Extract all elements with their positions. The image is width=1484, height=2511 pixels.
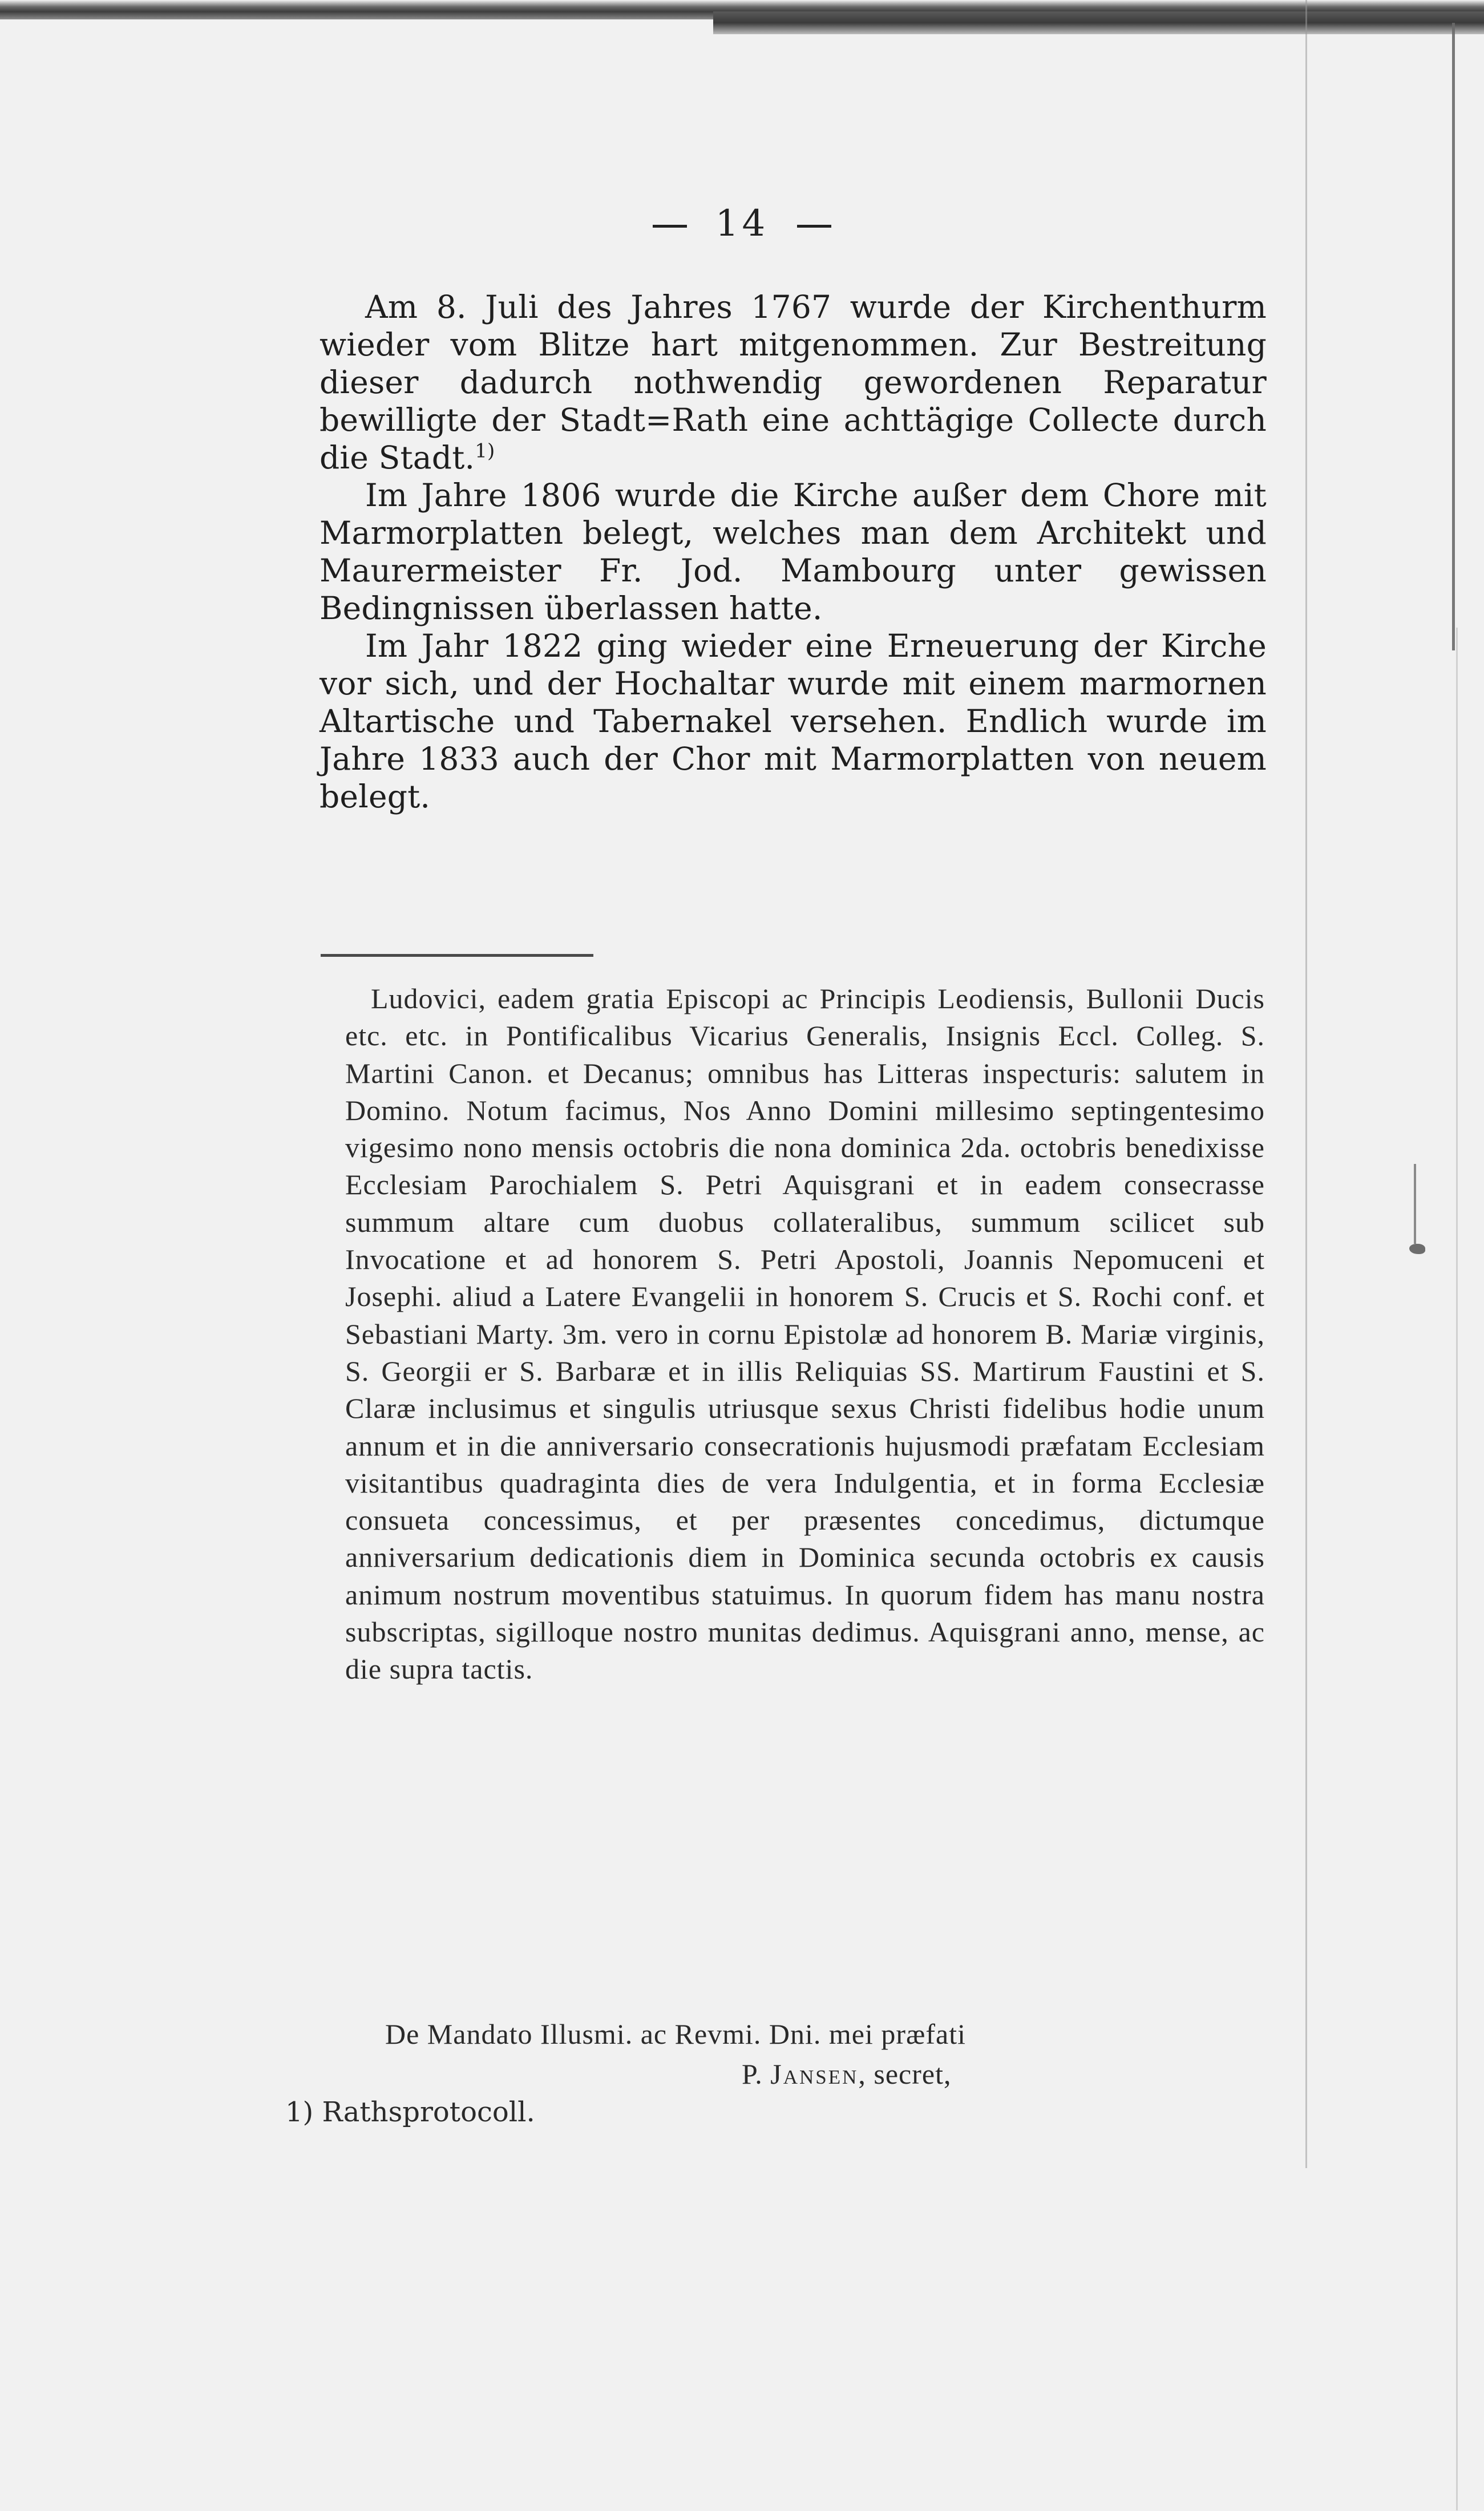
page-fold-line-lower (1456, 628, 1458, 2510)
page-number-value: 14 (715, 203, 769, 245)
ink-mark-icon (1409, 1244, 1425, 1254)
signer-name: Jansen (770, 2058, 859, 2090)
latin-document-block (345, 980, 1265, 1688)
footnote-separator-rule (321, 954, 593, 957)
ink-mark-stem (1414, 1164, 1416, 1244)
page-edge-line (1305, 0, 1307, 2168)
dash-left (653, 225, 687, 228)
paragraph-1-text: Am 8. Juli des Jahres 1767 wurde der Kirchenthurm wieder vom Blitze hart mitgenommen. Zur Bestreitung dieser dadurch nothwendig gewordenen Reparatur bewilligte der Stadt=Rath eine achttägige Collecte durch die Stadt. (320, 289, 1267, 476)
paragraph-1 (320, 288, 1267, 476)
latin-document-text: Ludovici, eadem gratia Episcopi ac Principis Leodiensis, Bullonii Ducis etc. etc. in Pontificalibus Vicarius Generalis, Insignis Eccl. Colleg. S. Martini Canon. et Decanus; omnibus has Litteras inspecturis: salutem in Domino. Notum facimus, Nos Anno Domini millesimo septingentesimo vigesimo nono mensis octobris die nona dominica 2da. octobris benedixisse Ecclesiam Parochialem S. Petri Aquisgrani et in eadem consecrasse summum altare cum duobus collateralibus, summum scilicet sub Invocatione et ad honorem S. Petri Apostoli, Joannis Nepomuceni et Josephi. aliud a Latere Evangelii in honorem S. Crucis et S. Rochi conf. et Sebastiani Marty. 3m. vero in cornu Epistolæ ad honorem B. Mariæ virginis, S. Georgii er S. Barbaræ et in illis Reliquias SS. Martirum Faustini et S. Claræ inclusimus et singulis utriusque sexus Christi fidelibus hodie unum annum et in die anniversario consecrationis hujusmodi præfatam Ecclesiam visitantibus quadraginta dies de vera Indulgentia, et in forma Ecclesiæ consueta concessimus, et per præsentes concedimus, dictumque anniversarium dedicationis diem in Dominica secunda octobris ex causis animum nostrum moventibus statuimus. In quorum fidem has manu nostra subscriptas, sigilloque nostro munitas dedimus. Aquisgrani anno, mense, ac die supra tactis. (345, 982, 1265, 1685)
paragraph-2: Im Jahre 1806 wurde die Kirche außer dem Chore mit Marmorplatten belegt, welches man dem Architekt und Maurermeister Fr. Jod. Mambourg unter gewissen Bedingnissen überlassen hatte. (320, 477, 1267, 626)
page-fold-line (1452, 23, 1455, 650)
signer-title: , secret, (858, 2058, 952, 2090)
binding-edge-shadow-right (713, 11, 1484, 34)
footnote (285, 2095, 535, 2129)
footnote-reference[interactable]: 1) (475, 439, 495, 463)
paragraph-3: Im Jahr 1822 ging wieder eine Erneuerung der Kirche vor sich, und der Hochaltar wurde mit einem marmornen Altartische und Tabernakel versehen. Endlich wurde im Jahre 1833 auch der Chor mit Marmorplatten von neuem belegt. (320, 628, 1267, 815)
footnote-text: Rathsprotocoll. (322, 2096, 535, 2128)
footnote-marker: 1) (285, 2096, 314, 2128)
dash-right (797, 225, 831, 228)
mandate-line: De Mandato Illusmi. ac Revmi. Dni. mei præfati (385, 2018, 967, 2050)
signature (742, 2057, 951, 2091)
page-number (0, 203, 1484, 245)
main-body-text (320, 288, 1267, 815)
signer-initial: P. (742, 2058, 763, 2090)
